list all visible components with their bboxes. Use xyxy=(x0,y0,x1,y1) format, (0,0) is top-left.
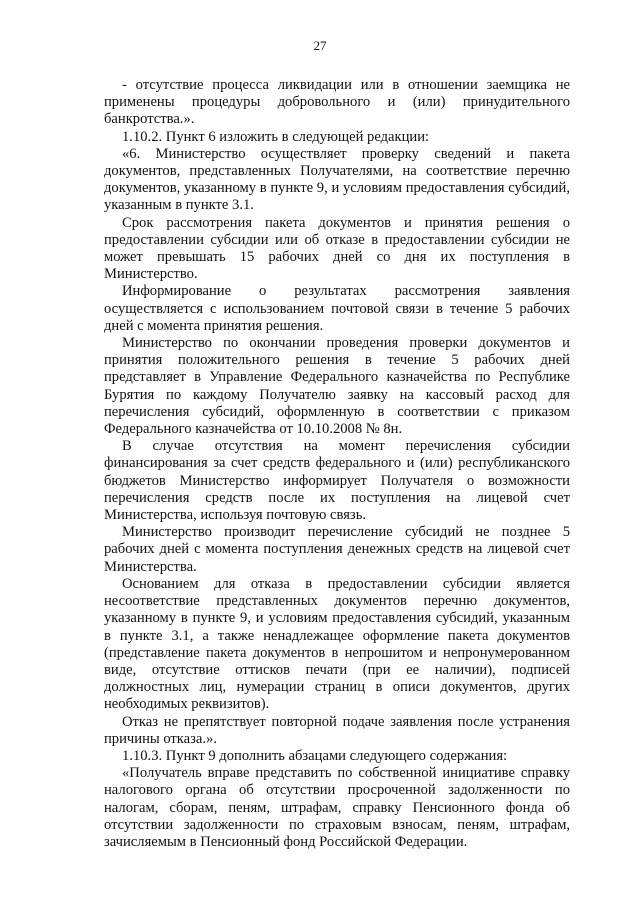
page-number: 27 xyxy=(313,38,327,53)
paragraph-transfer-deadline: Министерство производит перечисление субсидий не позднее 5 рабочих дней с момента поступления денежных средств на лицевой счет Министерства. xyxy=(104,524,570,575)
document-body xyxy=(104,77,570,851)
paragraph-1-10-2-heading: 1.10.2. Пункт 6 изложить в следующей редакции: xyxy=(122,128,430,145)
paragraph-treasury-request: Министерство по окончании проведения проверки документов и принятия положительного решения в течение 5 рабочих дней представляет в Управление Федерального казначейства по Республике Бурятия по каждому Получателю заявку на кассовый расход для перечисления субсидий, оформленную в соответствии с приказом Федерального казначейства от 10.10.2008 № 8н. xyxy=(104,335,570,438)
paragraph-resubmission: Отказ не препятствует повторной подаче заявления после устранения причины отказа.». xyxy=(104,713,570,747)
paragraph-refusal-grounds: Основанием для отказа в предоставлении субсидии является несоответствие представленных документов перечню документов, указанному в пункте 9, и условиям предоставления субсидий, указанным в пункте 3.1, а также ненадлежащее оформление пакета документов (представление пакета документов в непрошитом и непронумерованном виде, отсутствие оттисков печати (при ее наличии), подписей должностных лиц, нумерации страниц в описи документов, других необходимых реквизитов). xyxy=(104,575,570,713)
paragraph-notification: Информирование о результатах рассмотрения заявления осуществляется с использованием почтовой связи в течение 5 рабочих дней с момента принятия решения. xyxy=(104,283,570,334)
paragraph-review-period: Срок рассмотрения пакета документов и принятия решения о предоставлении субсидии или об отказе в предоставлении субсидии не может превышать 15 рабочих дней со дня их поступления в Министерство. xyxy=(104,214,570,283)
paragraph-clause-6-verification: «6. Министерство осуществляет проверку сведений и пакета документов, представленных Получателями, на соответствие перечню документов, указанному в пункте 9, и условиям предоставления субсидий, указанным в пункте 3.1. xyxy=(104,145,570,214)
paragraph-bankruptcy-condition: - отсутствие процесса ликвидации или в отношении заемщика не применены процедуры добровольного и (или) принудительного банкротства.». xyxy=(104,77,570,128)
paragraph-1-10-3-heading: 1.10.3. Пункт 9 дополнить абзацами следующего содержания: xyxy=(122,747,508,764)
paragraph-funding-absence: В случае отсутствия на момент перечисления субсидии финансирования за счет средств федерального и (или) республиканского бюджетов Министерство информирует Получателя о возможности перечисления средств после их поступления на лицевой счет Министерства, используя почтовую связь. xyxy=(104,438,570,524)
paragraph-voluntary-certificates: «Получатель вправе представить по собственной инициативе справку налогового органа об отсутствии просроченной задолженности по налогам, сборам, пеням, штрафам, справку Пенсионного фонда об отсутствии задолженности по страховым взносам, пеням, штрафам, зачисляемым в Пенсионный фонд Российской Федерации. xyxy=(104,765,570,850)
